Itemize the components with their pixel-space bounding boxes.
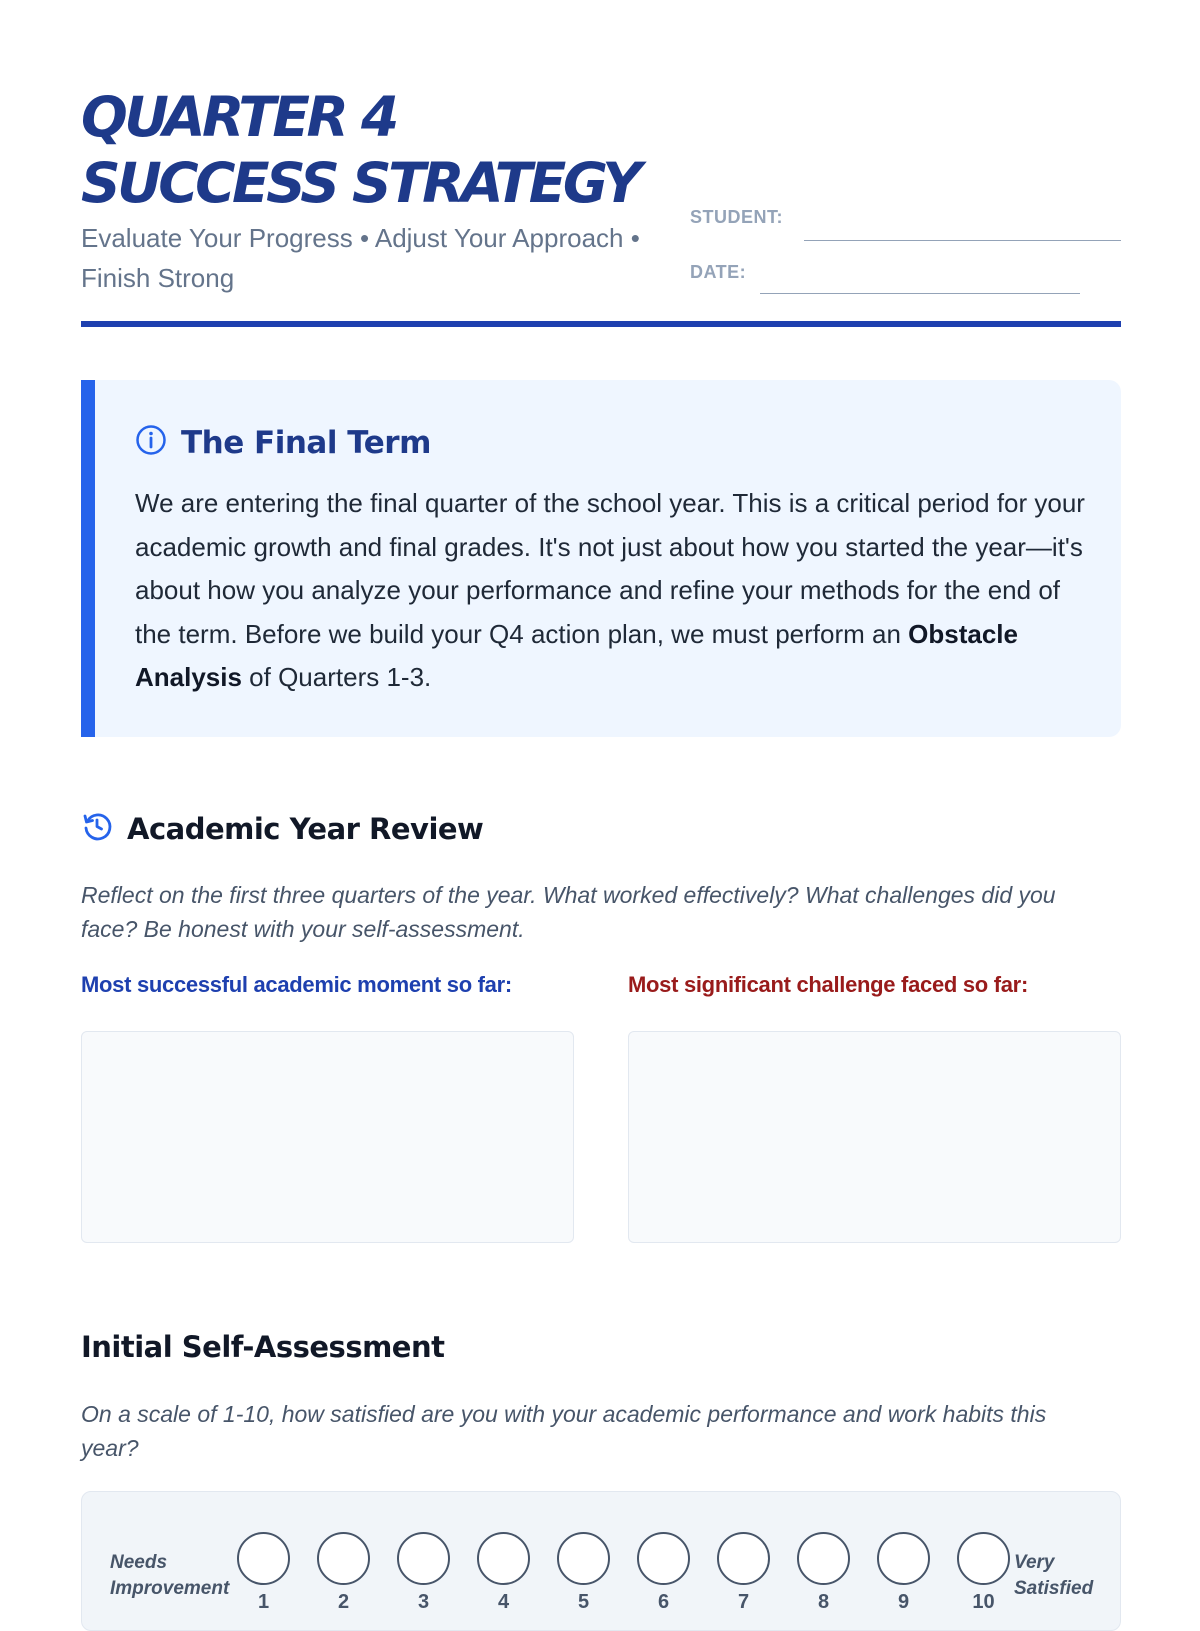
title-line-1: QUARTER 4	[81, 85, 396, 149]
challenge-answer-box[interactable]	[628, 1031, 1121, 1243]
scale-number: 1	[257, 1591, 270, 1613]
history-icon	[81, 810, 113, 847]
scale-number: 10	[972, 1591, 995, 1613]
scale-number: 5	[577, 1591, 590, 1613]
scale-option[interactable]	[397, 1532, 450, 1614]
assessment-prompt: On a scale of 1-10, how satisfied are you with your academic performance and work habits this year?	[81, 1401, 1047, 1461]
scale-option[interactable]	[797, 1532, 850, 1614]
review-prompt: Reflect on the first three quarters of the year. What worked effectively? What challenges did you face? Be honest with your self-assessment.	[81, 882, 1056, 942]
success-label: Most successful academic moment so far:	[81, 972, 512, 997]
scale-radio-circle[interactable]	[557, 1532, 610, 1585]
info-icon	[135, 424, 167, 461]
scale-high-label-line-2: Satisfied	[1014, 1578, 1094, 1599]
scale-radio-circle[interactable]	[317, 1532, 370, 1585]
title-line-2: SUCCESS STRATEGY	[81, 151, 639, 215]
worksheet-page	[81, 0, 1121, 1613]
scale-option[interactable]	[237, 1532, 290, 1614]
student-field[interactable]	[804, 240, 1121, 241]
scale-radio-circle[interactable]	[477, 1532, 530, 1585]
scale-option[interactable]	[477, 1532, 530, 1614]
callout-text: We are entering the final quarter of the school year. This is a critical period for your academic growth and final grades. It's not just about how you started the year—it's about how you analyze your performance and refine your methods for the end of the term. Before we build your Q4 action plan, we must perform an	[135, 488, 1085, 649]
scale-low-label-line-2: Improvement	[110, 1578, 230, 1599]
page-subtitle: Evaluate Your Progress • Adjust Your Approach • Finish Strong	[81, 223, 640, 293]
date-field[interactable]	[760, 293, 1080, 294]
scale-number: 4	[497, 1591, 510, 1613]
scale-option[interactable]	[317, 1532, 370, 1614]
assessment-title: Initial Self-Assessment	[81, 1330, 445, 1364]
success-answer-box[interactable]	[81, 1031, 574, 1243]
callout-title: The Final Term	[181, 424, 431, 461]
callout-header	[135, 424, 431, 461]
callout-text-end: of Quarters 1-3.	[241, 662, 432, 692]
challenge-label: Most significant challenge faced so far:	[628, 972, 1028, 997]
scale-number: 6	[657, 1591, 670, 1613]
scale-radio-circle[interactable]	[957, 1532, 1010, 1585]
assessment-header	[81, 1330, 444, 1364]
scale-option[interactable]	[717, 1532, 770, 1614]
intro-callout	[81, 380, 1121, 737]
scale-high-label-line-1: Very	[1014, 1552, 1055, 1573]
scale-options	[237, 1532, 1010, 1614]
review-title: Academic Year Review	[127, 811, 484, 846]
scale-number: 7	[737, 1591, 750, 1613]
scale-number: 8	[817, 1591, 830, 1613]
scale-number: 2	[337, 1591, 350, 1613]
scale-option[interactable]	[637, 1532, 690, 1614]
header-divider	[81, 321, 1121, 327]
scale-radio-circle[interactable]	[797, 1532, 850, 1585]
callout-body	[135, 482, 1095, 700]
date-label: DATE:	[690, 262, 747, 282]
review-header	[81, 810, 483, 847]
scale-radio-circle[interactable]	[237, 1532, 290, 1585]
page-title	[81, 84, 639, 216]
scale-radio-circle[interactable]	[717, 1532, 770, 1585]
scale-option[interactable]	[877, 1532, 930, 1614]
student-label: STUDENT:	[690, 207, 783, 227]
scale-radio-circle[interactable]	[637, 1532, 690, 1585]
scale-option[interactable]	[957, 1532, 1010, 1614]
scale-low-label	[110, 1550, 229, 1602]
scale-radio-circle[interactable]	[397, 1532, 450, 1585]
scale-number: 9	[897, 1591, 910, 1613]
scale-low-label-line-1: Needs	[110, 1552, 168, 1573]
callout-emphasis: Obstacle Analysis	[135, 618, 1018, 692]
satisfaction-scale	[81, 1491, 1121, 1631]
scale-number: 3	[417, 1591, 430, 1613]
scale-high-label	[1014, 1550, 1093, 1602]
scale-radio-circle[interactable]	[877, 1532, 930, 1585]
scale-option[interactable]	[557, 1532, 610, 1614]
